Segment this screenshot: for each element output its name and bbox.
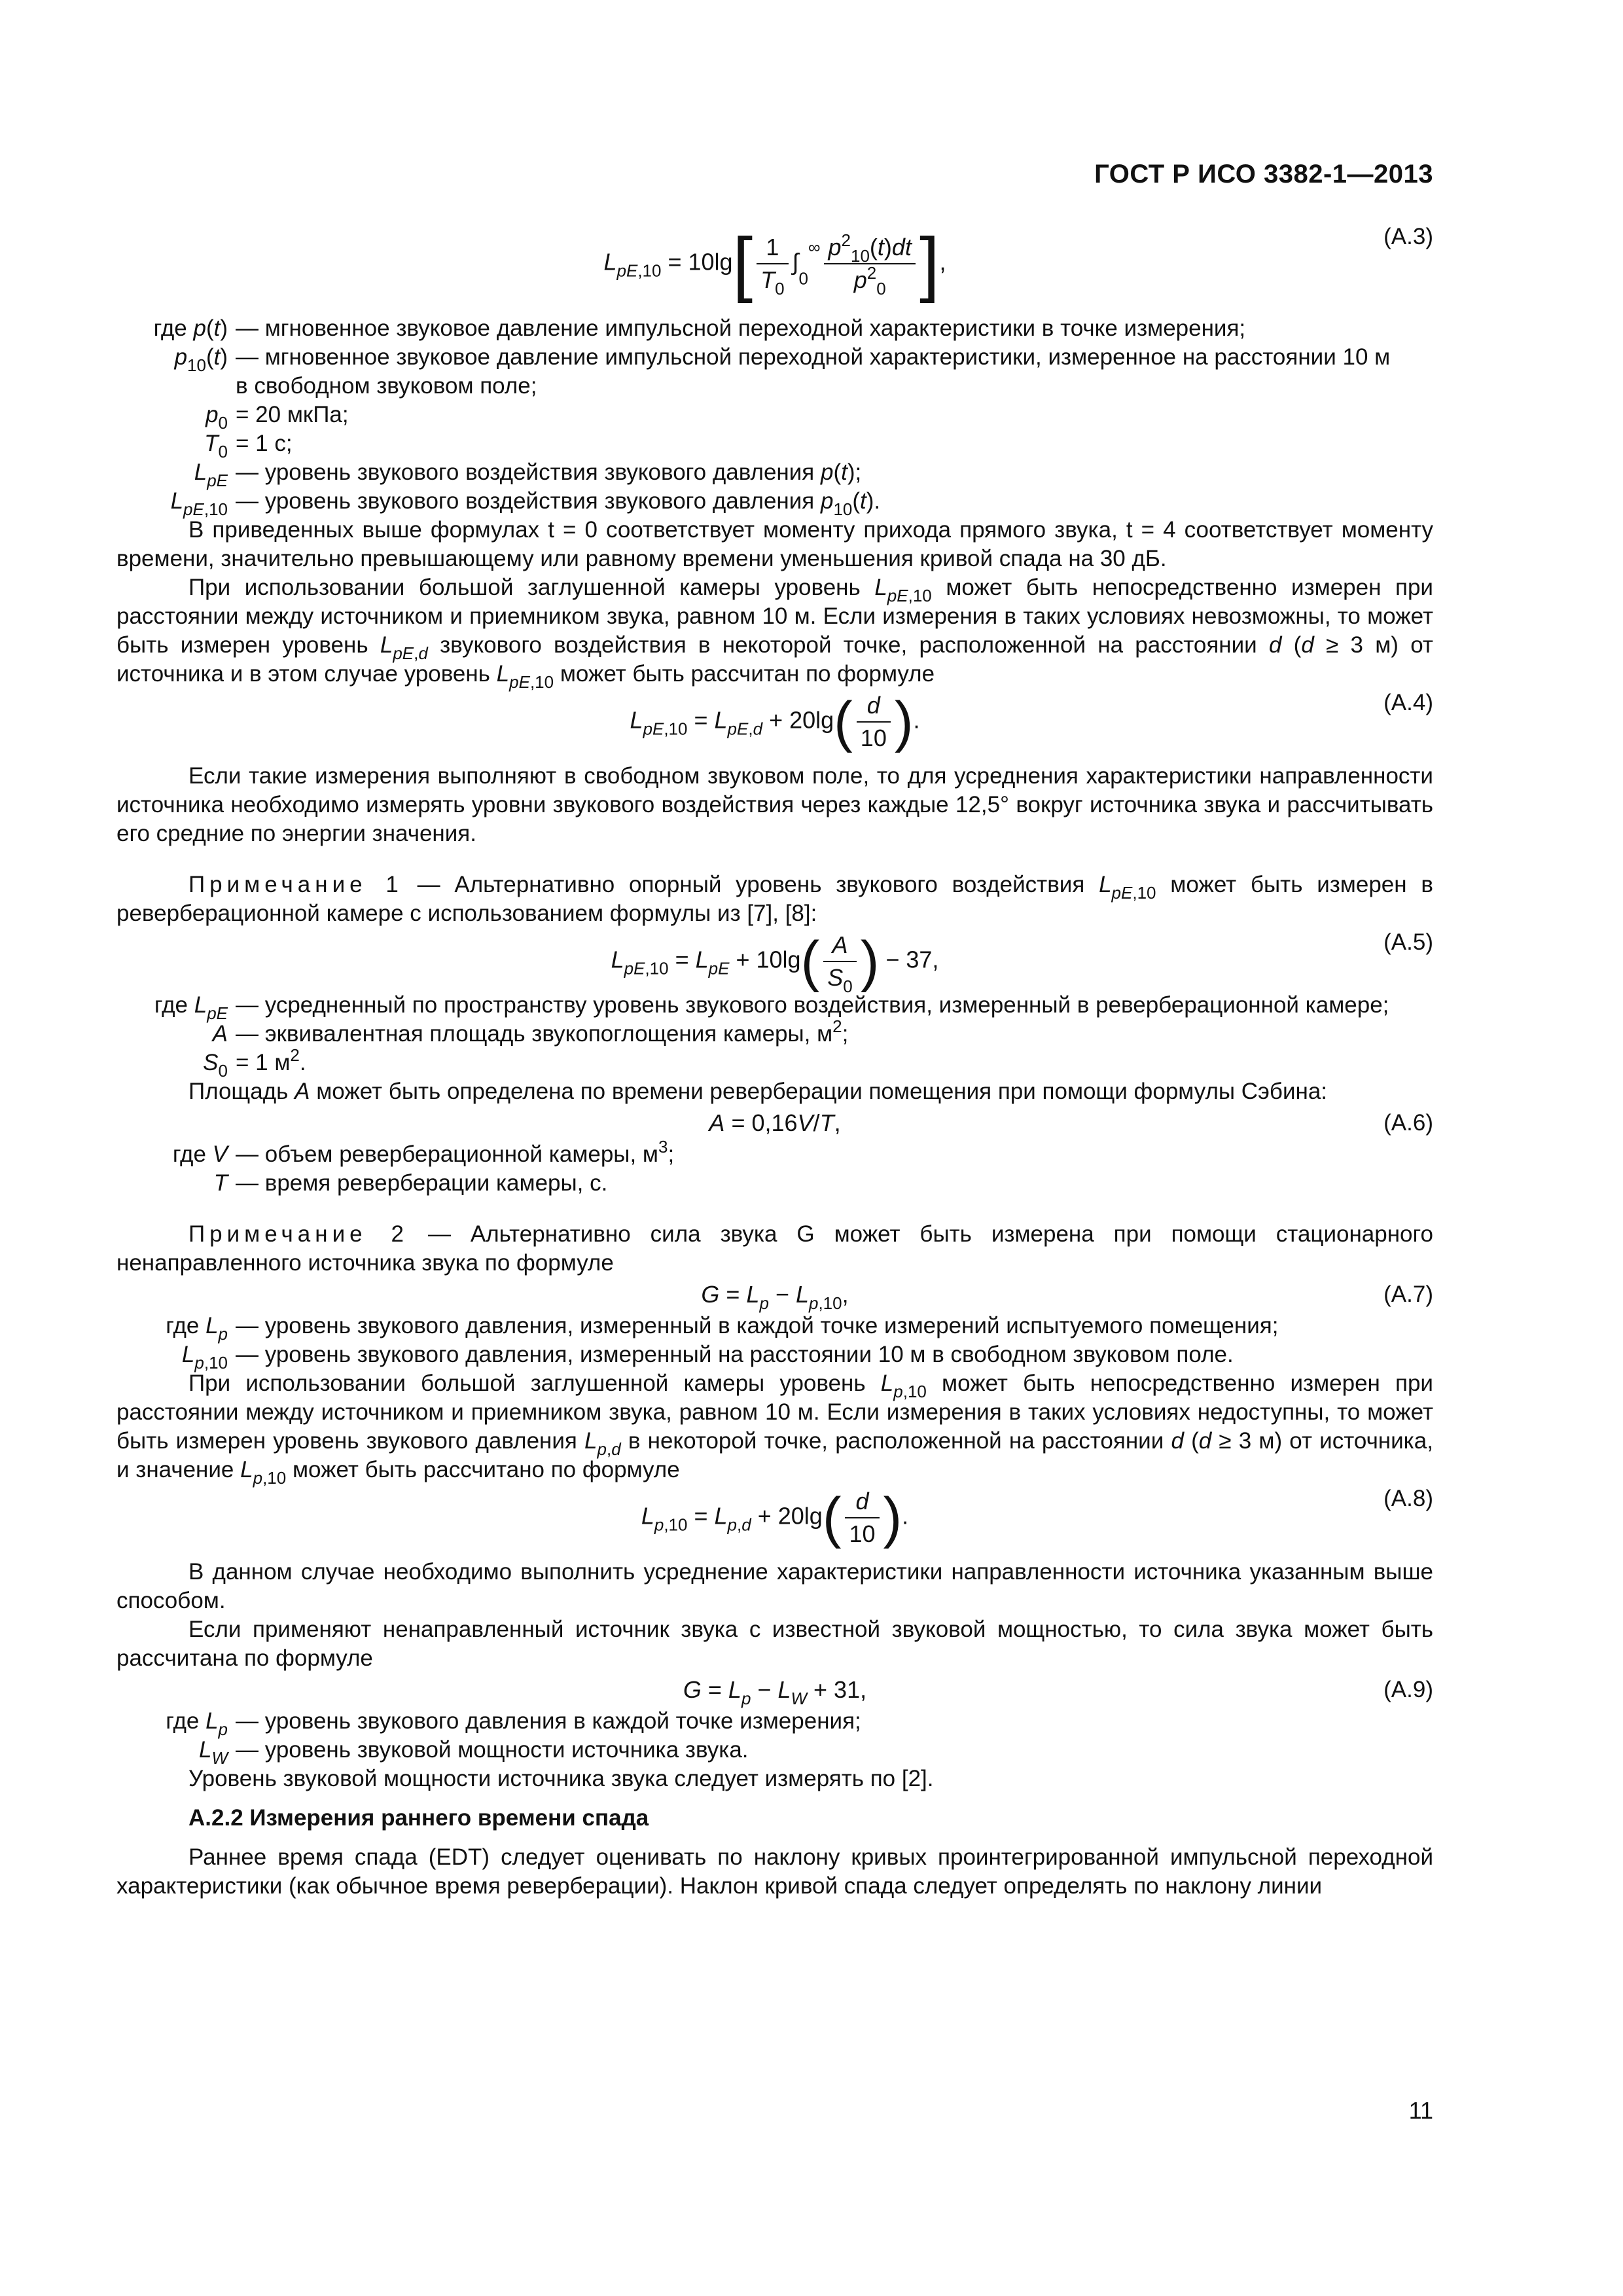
definition-item: где $L_p$ — уровень звукового давления, измеренный в каждой точке измерений испытуемого помещения; — [166, 1313, 1279, 1344]
formula-number: (A.9) — [1383, 1677, 1433, 1702]
formula-a3: $L_{pE,10} = 10\lg$[ $\frac{1}{T_0}$ $\int_0^\infty$ $\frac{p^2_{10}(t)dt}{p^2_0}$ ], (A.3) — [603, 223, 1433, 304]
definition-item: где p(t) — мгновенное звуковое давление импульсной переходной характеристики в точке измерения; — [153, 315, 1246, 341]
document-body — [116, 223, 1433, 1901]
section-title: А.2.2 Измерения раннего времени спада — [188, 1805, 649, 1831]
formula-a4: $L_{pE,10} = L_{pE,d} + 20\lg$( $\frac{d}{10}$ ). (A.4) — [630, 690, 1433, 753]
definition-item: $L_{p,10}$ — уровень звукового давления, измеренный на расстоянии 10 м в свободном звуковом поле. — [181, 1342, 1234, 1372]
definition-item: T — время реверберации камеры, с. — [213, 1170, 608, 1196]
definition-item: где V — объем реверберационной камеры, $м^3$; — [172, 1137, 675, 1167]
formula-number: (A.5) — [1383, 929, 1433, 955]
document-header: ГОСТ Р ИСО 3382-1—2013 — [1094, 160, 1433, 188]
definition-item: $p_{10}(t)$ — мгновенное звуковое давление импульсной переходной характеристики, измеренное на расстоянии 10 м — [174, 344, 1391, 375]
definition-item: $L_{pE}$ — уровень звукового воздействия звукового давления p(t); — [194, 459, 862, 490]
definition-item: A — эквивалентная площадь звукопоглощения камеры, $м^2$; — [212, 1016, 849, 1047]
definition-item: $p_0$ = 20 мкПа; — [205, 402, 349, 433]
definition-continuation: в свободном звуковом поле; — [236, 373, 537, 399]
paragraph: Если такие измерения выполняют в свободном звуковом поле, то для усреднения характеристики направленности источника необходимо измерять уровни звукового воздействия через каждые 12,5° вокруг источника звука и рассчитывать его средние по энергии значения. — [116, 763, 1433, 846]
formula-a6: A = 0,16V/T, (A.6) — [709, 1109, 1433, 1136]
paragraph: Если применяют ненаправленный источник звука с известной звуковой мощностью, то сила звука может быть рассчитана по формуле — [116, 1617, 1433, 1671]
definition-item: где $L_{pE}$ — усредненный по пространству уровень звукового воздействия, измеренный в реверберационной камере; — [154, 992, 1389, 1023]
formula-a9: $G = L_p - L_W + 31$, (A.9) — [683, 1676, 1433, 1708]
definition-item: $L_W$ — уровень звуковой мощности источника звука. — [198, 1737, 749, 1768]
page-number: 11 — [1408, 2097, 1433, 2124]
definition-item: где $L_p$ — уровень звукового давления в каждой точке измерения; — [166, 1708, 861, 1739]
definition-item: $S_0$ = 1 $м^2$. — [203, 1045, 306, 1081]
paragraph: Уровень звуковой мощности источника звука следует измерять по [2]. — [188, 1766, 934, 1791]
formula-a8: $L_{p,10} = L_{p,d} + 20\lg$( $\frac{d}{10}$ ). (A.8) — [641, 1486, 1433, 1549]
paragraph: Площадь A может быть определена по времени реверберации помещения при помощи формулы Сэбина: — [188, 1079, 1328, 1104]
formula-number: (A.3) — [1383, 224, 1433, 249]
formula-number: (A.7) — [1383, 1282, 1433, 1307]
formula-number: (A.4) — [1383, 690, 1433, 715]
paragraph: В данном случае необходимо выполнить усреднение характеристики направленности источника указанным выше способом. — [116, 1559, 1433, 1613]
paragraph: При использовании большой заглушенной камеры уровень $L_{p,10}$ может быть непосредственно измерен при расстоянии между источником и приемником звука, равном 10 м. Если измерения в таких условиях недоступны, то может быть измерен уровень звукового давления $L_{p,d}$ в некоторой точке, расположенной на расстоянии d (d ≥ 3 м) от источника, и значение $L_{p,10}$ может быть рассчитано по формуле — [116, 1371, 1433, 1488]
definition-item: $L_{pE,10}$ — уровень звукового воздействия звукового давления $p_{10}(t)$. — [170, 488, 881, 519]
note-paragraph: Примечание 1 — Альтернативно опорный уровень звукового воздействия $L_{pE,10}$ может быть измерен в реверберационной камере с использованием формулы из [7], [8]: — [116, 872, 1433, 926]
formula-a5: $L_{pE,10} = L_{pE} + 10\lg$( $\frac{A}{S_0}$ ) − 37, (A.5) — [611, 929, 1433, 996]
definition-item: $T_0$ = 1 с; — [204, 431, 293, 461]
paragraph: Раннее время спада (EDT) следует оценивать по наклону кривых проинтегрированной импульсной переходной характеристики (как обычное время реверберации). Наклон кривой спада следует определять по наклону линии — [116, 1844, 1433, 1899]
formula-number: (A.8) — [1383, 1486, 1433, 1511]
paragraph: В приведенных выше формулах t = 0 соответствует моменту прихода прямого звука, t = 4 соответствует моменту времени, значительно превышающему или равному времени уменьшения кривой спада на 30 дБ. — [116, 517, 1433, 571]
paragraph: При использовании большой заглушенной камеры уровень $L_{pE,10}$ может быть непосредственно измерен при расстоянии между источником и приемником звука, равном 10 м. Если измерения в таких условиях невозможны, то может быть измерен уровень $L_{pE,d}$ звукового воздействия в некоторой точке, расположенной на расстоянии d (d ≥ 3 м) от источника и в этом случае уровень $L_{pE,10}$ может быть рассчитан по формуле — [116, 575, 1433, 692]
note-paragraph: Примечание 2 — Альтернативно сила звука G может быть измерена при помощи стационарного ненаправленного источника звука по формуле — [116, 1221, 1433, 1276]
formula-number: (A.6) — [1383, 1110, 1433, 1136]
formula-a7: $G = L_p - L_{p,10}$, (A.7) — [701, 1281, 1433, 1313]
